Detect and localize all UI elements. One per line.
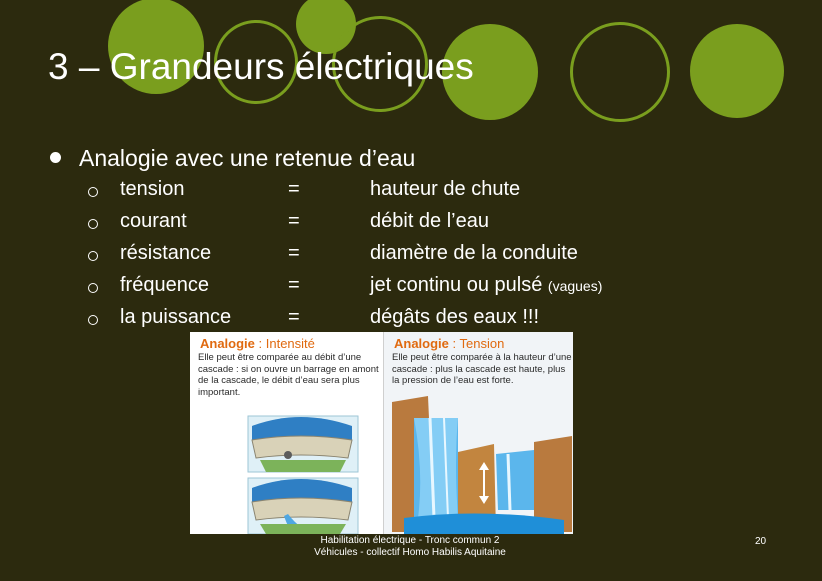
- intensity-panel-text: Elle peut être comparée au débit d’une cascade : si on ouvre un barrage en amont de la cascade, le débit d’eau sera plus important.: [198, 352, 379, 398]
- equals-sign: =: [288, 242, 300, 264]
- voltage-panel-text: Elle peut être comparée à la hauteur d’une cascade : plus la cascade est haute, plus la pression de l’eau est forte.: [392, 352, 572, 386]
- analogy-term: résistance: [120, 242, 212, 264]
- intensity-panel: [190, 332, 383, 534]
- water-analogy-illustration: [190, 332, 573, 534]
- page-number: 20: [755, 536, 767, 547]
- decorative-circle: [690, 24, 784, 118]
- analogy-value: débit de l’eau: [370, 210, 489, 232]
- analogy-value: diamètre de la conduite: [370, 242, 578, 264]
- waterfall-illustration: [384, 332, 573, 534]
- analogy-value: jet continu ou pulsé (vagues): [370, 274, 603, 296]
- analogy-value: dégâts des eaux !!!: [370, 306, 540, 328]
- analogy-term: courant: [120, 210, 187, 232]
- footer-line: Véhicules - collectif Homo Habilis Aquitaine: [314, 547, 506, 558]
- ring-bullet-icon: [88, 315, 98, 325]
- equals-sign: =: [288, 274, 300, 296]
- analogy-term: la puissance: [120, 306, 232, 328]
- bullet-dot-icon: [50, 152, 61, 163]
- analogy-value: hauteur de chute: [370, 178, 521, 200]
- dam-illustration: [190, 332, 383, 534]
- intensity-panel-title: Analogie : Intensité: [200, 336, 315, 351]
- slide-title: 3 – Grandeurs électriques: [48, 46, 474, 87]
- analogy-term: tension: [120, 178, 185, 200]
- analogy-term: fréquence: [120, 274, 209, 296]
- voltage-panel-title: Analogie : Tension: [394, 336, 505, 351]
- decorative-ring: [570, 22, 670, 122]
- equals-sign: =: [288, 210, 300, 232]
- analogy-note: (vagues): [547, 278, 603, 294]
- main-bullet-text: Analogie avec une retenue d’eau: [79, 145, 416, 171]
- voltage-panel: [383, 332, 573, 534]
- main-bullet: [50, 145, 415, 172]
- ring-bullet-icon: [88, 251, 98, 261]
- ring-bullet-icon: [88, 187, 98, 197]
- ring-bullet-icon: [88, 283, 98, 293]
- equals-sign: =: [288, 178, 300, 200]
- equals-sign: =: [288, 306, 300, 328]
- footer-line: Habilitation électrique - Tronc commun 2: [320, 535, 500, 546]
- ring-bullet-icon: [88, 219, 98, 229]
- slide-footer: [300, 535, 520, 559]
